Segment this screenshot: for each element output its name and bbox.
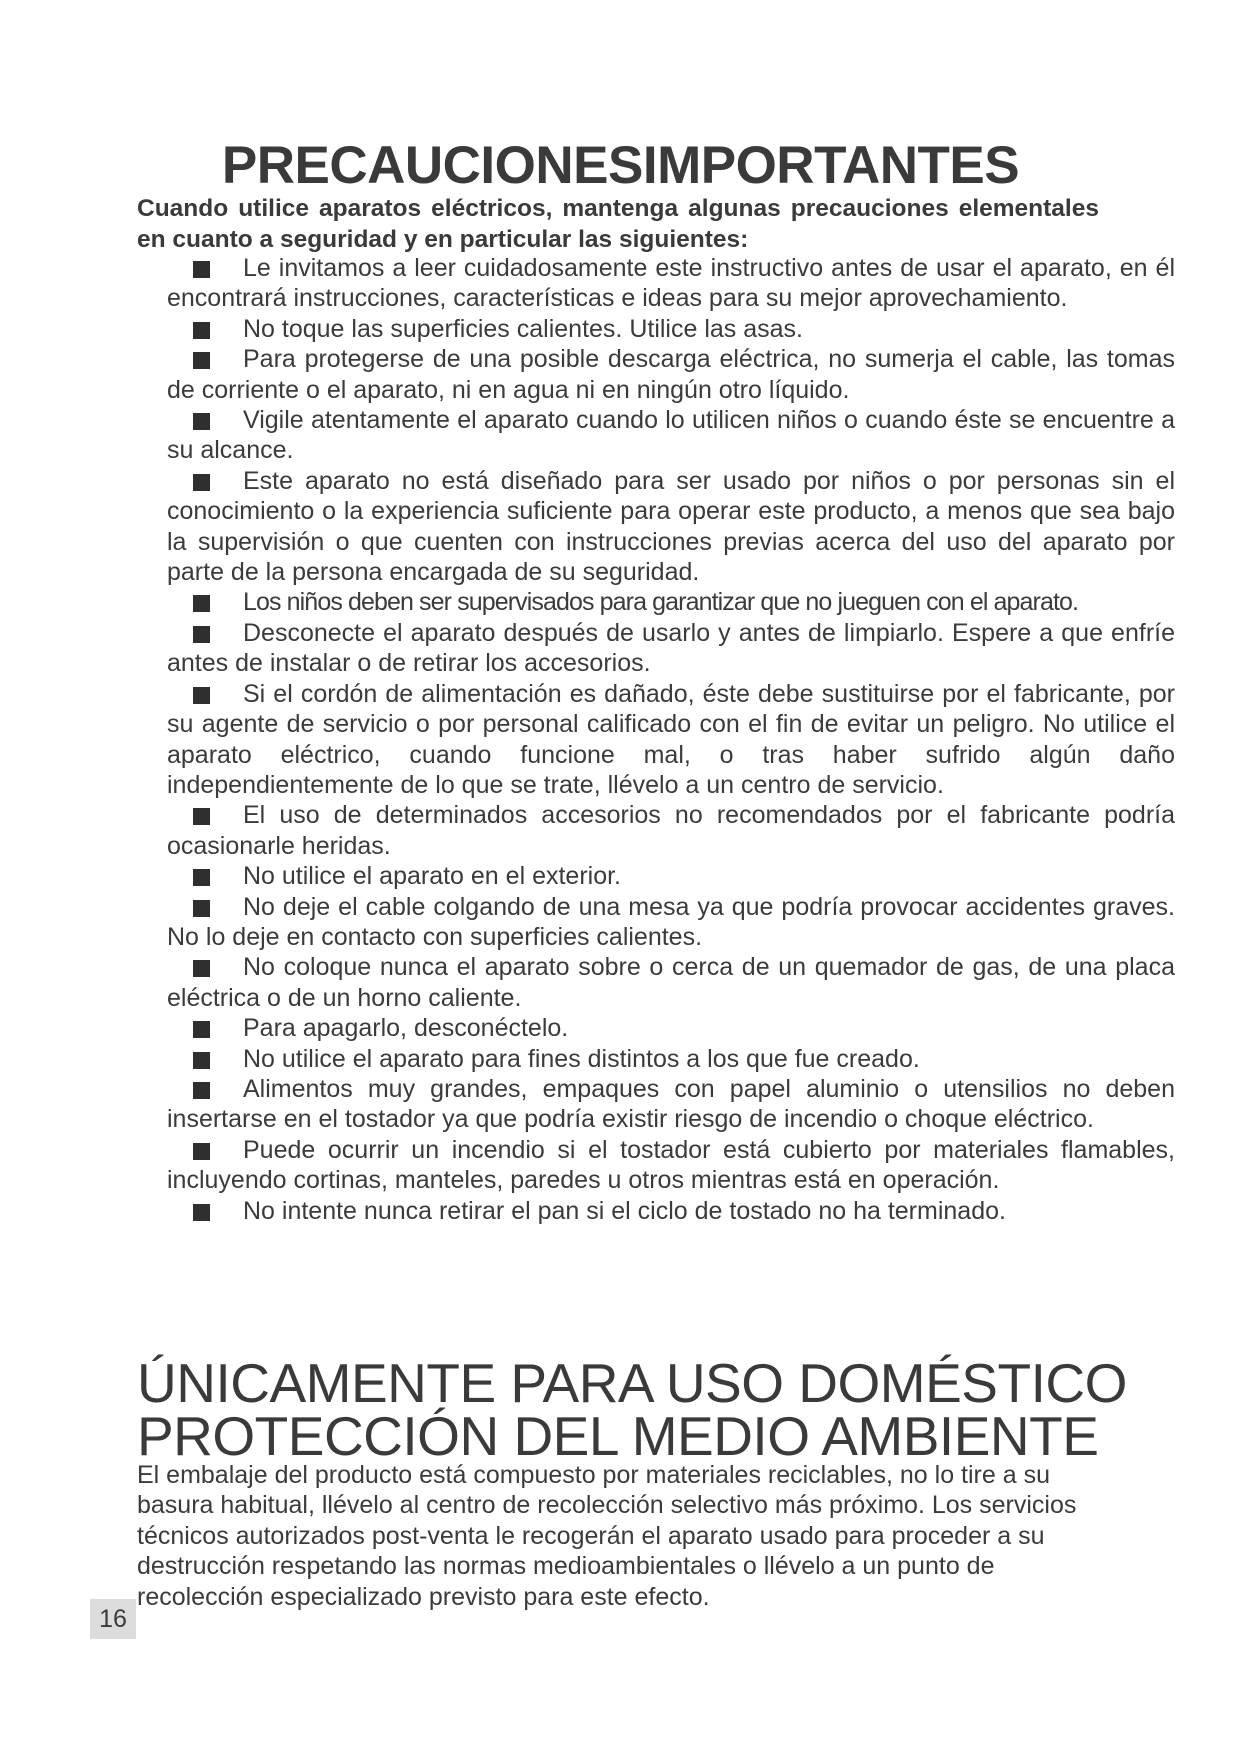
precaution-text: Para apagarlo, desconéctelo. — [243, 1014, 569, 1043]
precaution-text: No toque las superficies calientes. Utilice las asas. — [243, 314, 803, 343]
page-number: 16 — [90, 1599, 136, 1639]
precaution-text: Para protegerse de una posible descarga eléctrica, no sumerja el cable, las tomas de corriente o el aparato, ni en agua ni en ningún otro líquido. — [167, 345, 1175, 404]
square-bullet-icon — [193, 687, 210, 704]
square-bullet-icon — [193, 900, 210, 917]
precaution-text: Los niños deben ser supervisados para garantizar que no jueguen con el aparato. — [243, 588, 1079, 617]
precaution-item — [167, 679, 1175, 801]
precaution-item — [167, 1135, 1175, 1196]
square-bullet-icon — [193, 626, 210, 643]
precaution-text: Puede ocurrir un incendio si el tostador está cubierto por materiales flamables, incluyendo cortinas, manteles, paredes u otros mientras está en operación. — [167, 1135, 1175, 1195]
square-bullet-icon — [193, 474, 210, 491]
precaution-item — [167, 800, 1175, 861]
square-bullet-icon — [193, 808, 210, 825]
precaution-item — [167, 253, 1175, 314]
square-bullet-icon — [193, 595, 210, 612]
intro-paragraph: Cuando utilice aparatos eléctricos, mantenga algunas precauciones elementales en cuanto a seguridad y en particular las siguientes: — [137, 195, 1099, 253]
precautions-list — [167, 253, 1175, 1226]
precaution-item — [167, 587, 1175, 617]
square-bullet-icon — [193, 869, 210, 886]
precaution-text: No utilice el aparato en el exterior. — [243, 862, 621, 891]
precaution-text: Vigile atentamente el aparato cuando lo utilicen niños o cuando éste se encuentre a su alcance. — [167, 406, 1175, 465]
domestic-use-heading: ÚNICAMENTE PARA USO DOMÉSTICO — [137, 1352, 1127, 1414]
square-bullet-icon — [193, 1021, 210, 1038]
square-bullet-icon — [193, 1143, 210, 1160]
precaution-item — [167, 952, 1175, 1013]
precaution-item — [167, 1196, 1175, 1226]
precaution-item — [167, 1013, 1175, 1043]
precaution-item — [167, 405, 1175, 466]
precaution-item — [167, 861, 1175, 891]
square-bullet-icon — [193, 352, 210, 369]
page-title: PRECAUCIONESIMPORTANTES — [221, 136, 1020, 195]
precaution-item — [167, 1044, 1175, 1074]
precaution-text: Alimentos muy grandes, empaques con papel aluminio o utensilios no deben insertarse en el tostador ya que podría existir riesgo de incendio o choque eléctrico. — [167, 1074, 1175, 1134]
square-bullet-icon — [193, 1052, 210, 1069]
precaution-text: Le invitamos a leer cuidadosamente este instructivo antes de usar el aparato, en él encontrará instrucciones, características e ideas para su mejor aprovechamiento. — [167, 254, 1175, 313]
square-bullet-icon — [193, 960, 210, 977]
precaution-item — [167, 314, 1175, 344]
precaution-text: No deje el cable colgando de una mesa ya que podría provocar accidentes graves. No lo deje en contacto con superficies calientes. — [167, 892, 1175, 951]
precaution-text: No intente nunca retirar el pan si el ciclo de tostado no ha terminado. — [243, 1196, 1006, 1225]
square-bullet-icon — [193, 413, 210, 430]
precaution-item — [167, 344, 1175, 405]
square-bullet-icon — [193, 1082, 210, 1099]
precaution-text: No utilice el aparato para fines distintos a los que fue creado. — [243, 1044, 920, 1073]
square-bullet-icon — [193, 261, 210, 278]
precaution-text: El uso de determinados accesorios no recomendados por el fabricante podría ocasionarle heridas. — [167, 801, 1175, 860]
precaution-text: Este aparato no está diseñado para ser usado por niños o por personas sin el conocimiento o la experiencia suficiente para operar este producto, a menos que sea bajo la supervisión o que cuenten con instrucciones previas acerca del uso del aparato por parte de la persona encargada de su seguridad. — [167, 466, 1175, 587]
environment-paragraph: El embalaje del producto está compuesto por materiales reciclables, no lo tire a su basura habitual, llévelo al centro de recolección selectivo más próximo. Los servicios técnicos autorizados post-venta le recogerán el aparato usado para proceder a su destrucción respetando las normas medioambientales o llévelo a un punto de recolección especializado previsto para este efecto. — [137, 1461, 1077, 1611]
precaution-item — [167, 1074, 1175, 1135]
precaution-text: No coloque nunca el aparato sobre o cerca de un quemador de gas, de una placa eléctrica o de un horno caliente. — [167, 953, 1175, 1012]
square-bullet-icon — [193, 322, 210, 339]
environment-heading: PROTECCIÓN DEL MEDIO AMBIENTE — [137, 1405, 1099, 1467]
precaution-text: Si el cordón de alimentación es dañado, éste debe sustituirse por el fabricante, por su agente de servicio o por personal calificado con el fin de evitar un peligro. No utilice el aparato eléctrico, cuando funcione mal, o tras haber sufrido algún daño independientemente de lo que se trate, llévelo a un centro de servicio. — [167, 679, 1175, 799]
precaution-item — [167, 466, 1175, 588]
precaution-text: Desconecte el aparato después de usarlo y antes de limpiarlo. Espere a que enfríe antes de instalar o de retirar los accesorios. — [167, 618, 1175, 678]
square-bullet-icon — [193, 1204, 210, 1221]
precaution-item — [167, 892, 1175, 953]
precaution-item — [167, 618, 1175, 679]
